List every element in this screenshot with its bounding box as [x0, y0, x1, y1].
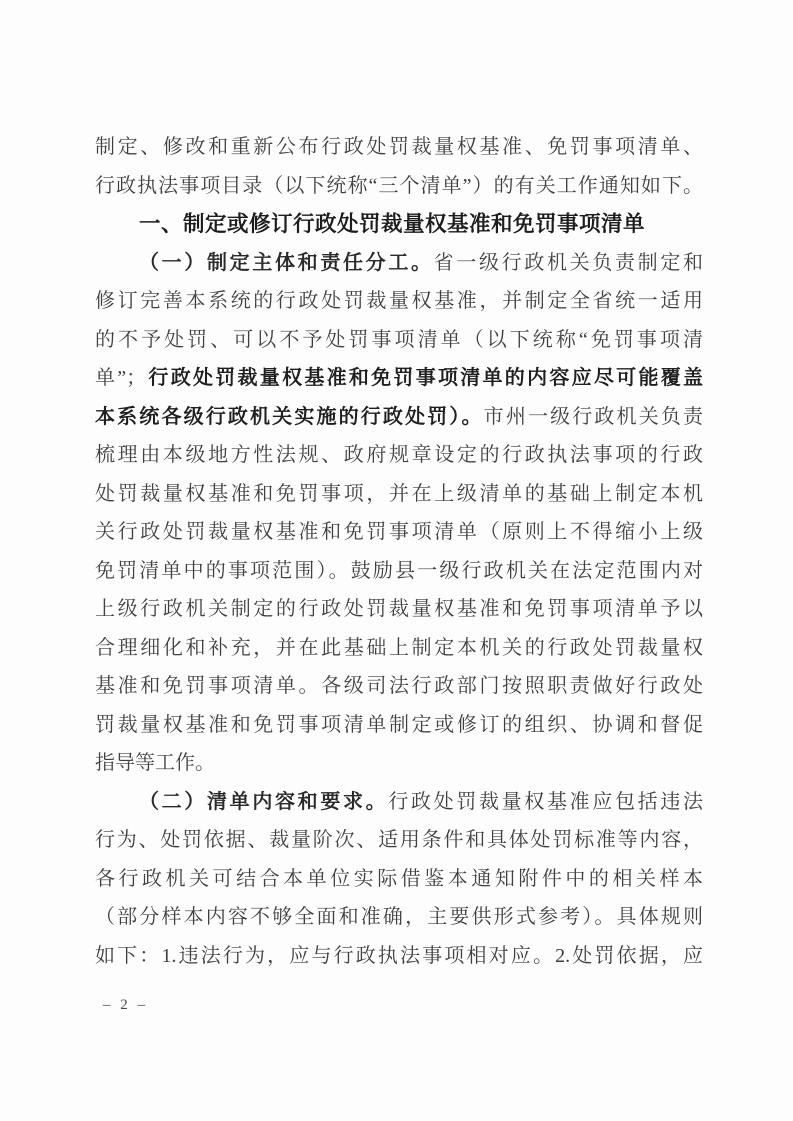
text-segment: 梳理由本级地方性法规、政府规章设定的行政执法事项的行政	[95, 444, 703, 466]
doc-line	[95, 128, 703, 167]
doc-line	[95, 629, 703, 668]
doc-line	[95, 821, 703, 860]
text-segment: 合理细化和补充，并在此基础上制定本机关的行政处罚裁量权	[95, 636, 703, 659]
text-segment: 行为、处罚依据、裁量阶次、适用条件和具体处罚标准等内容，	[95, 829, 703, 851]
text-segment: 上级行政机关制定的行政处罚裁量权基准和免罚事项清单予以	[95, 598, 703, 620]
doc-line	[95, 244, 703, 283]
doc-line	[95, 359, 703, 398]
doc-line	[95, 282, 703, 321]
text-segment: 单”；	[95, 367, 147, 389]
text-segment: 免罚清单中的事项范围）。鼓励县一级行政机关在法定范围内对	[95, 559, 703, 582]
text-segment: 制定、修改和重新公布行政处罚裁量权基准、免罚事项清单、	[95, 136, 703, 158]
doc-line	[95, 436, 703, 475]
text-segment: 行政执法事项目录（以下统称“三个清单”）的有关工作通知如下。	[95, 174, 703, 197]
text-segment: （部分样本内容不够全面和准确，主要供形式参考）。具体规则	[95, 906, 703, 928]
text-segment: 行政处罚裁量权基准和免罚事项清单的内容应尽可能覆盖	[146, 367, 703, 389]
text-segment: （一）制定主体和责任分工。	[139, 251, 434, 274]
text-segment: 行政处罚裁量权基准应包括违法	[388, 790, 703, 813]
doc-line	[95, 167, 703, 206]
text-segment: 基准和免罚事项清单。各级司法行政部门按照职责做好行政处	[95, 675, 703, 697]
text-segment: 省一级行政机关负责制定和	[433, 251, 703, 274]
text-segment: （二）清单内容和要求。	[139, 790, 389, 813]
text-segment: 的不予处罚、可以不予处罚事项清单（以下统称“免罚事项清	[95, 328, 703, 351]
doc-line	[95, 744, 703, 783]
text-segment: 处罚裁量权基准和免罚事项，并在上级清单的基础上制定本机	[95, 482, 703, 505]
doc-line	[95, 706, 703, 745]
text-segment: 市州一级行政机关负责	[483, 405, 703, 428]
doc-line	[95, 205, 703, 244]
doc-line	[95, 783, 703, 822]
doc-line	[95, 590, 703, 629]
doc-line	[95, 321, 703, 360]
doc-line	[95, 398, 703, 437]
doc-line	[95, 898, 703, 937]
doc-line	[95, 513, 703, 552]
doc-line	[95, 667, 703, 706]
text-segment: 罚裁量权基准和免罚事项清单制定或修订的组织、协调和督促	[95, 713, 703, 736]
document-body	[95, 128, 703, 975]
text-segment: 修订完善本系统的行政处罚裁量权基准，并制定全省统一适用	[95, 290, 703, 312]
doc-line	[95, 937, 703, 976]
text-segment: 指导等工作。	[95, 752, 215, 774]
text-segment: 一、制定或修订行政处罚裁量权基准和免罚事项清单	[139, 212, 646, 236]
text-segment: 本系统各级行政机关实施的行政处罚）。	[95, 405, 484, 428]
doc-line	[95, 475, 703, 514]
text-segment: 各行政机关可结合本单位实际借鉴本通知附件中的相关样本	[95, 867, 703, 890]
text-segment: 如下：1.违法行为，应与行政执法事项相对应。2.处罚依据，应	[95, 944, 703, 967]
doc-line	[95, 552, 703, 591]
doc-line	[95, 860, 703, 899]
page-number: – 2 –	[103, 997, 148, 1013]
text-segment: 关行政处罚裁量权基准和免罚事项清单（原则上不得缩小上级	[95, 521, 703, 543]
